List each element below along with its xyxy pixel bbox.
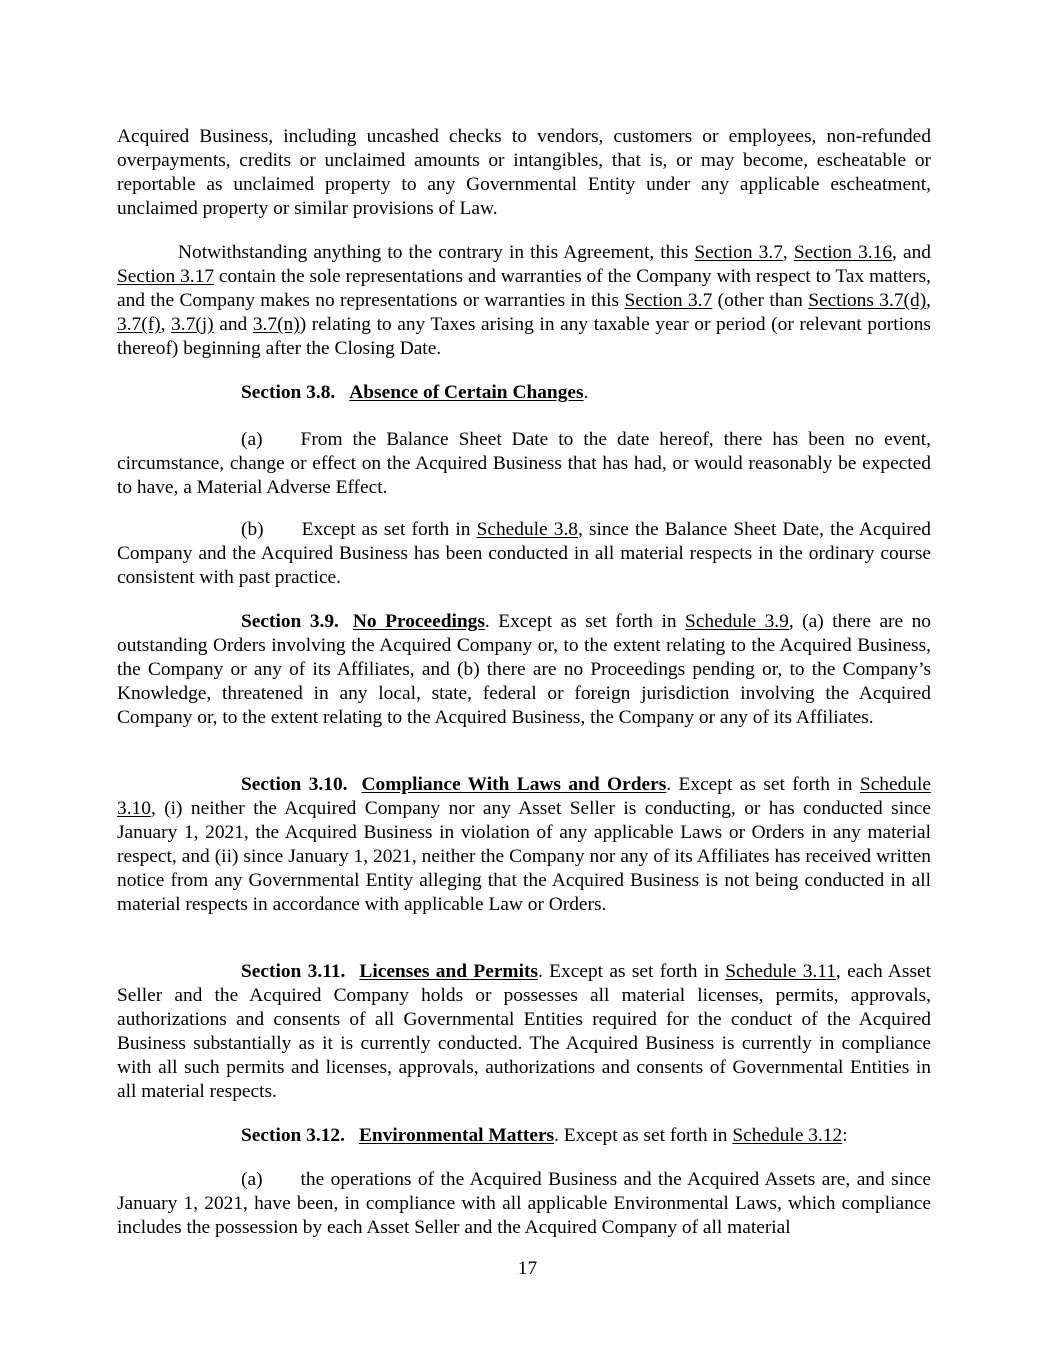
section-3-16-reference: Section 3.16 [793,242,893,263]
section-number: Section 3.12. [241,1125,345,1146]
schedule-3-9-reference: Schedule 3.9 [685,611,789,632]
paragraph-escheatment: Acquired Business, including uncashed checks to vendors, customers or employees, non-refunded overpayments, credits or unclaimed amounts or intangibles, that is, or may become, escheatable or reportable as unclaimed property to any Governmental Entity under any applicable escheatment, unclaimed property or similar provisions of Law. [117,126,931,219]
clause-label: (b) [241,519,264,540]
section-title: Absence of Certain Changes [349,382,584,403]
section-number: Section 3.10. [241,774,348,795]
section-title: No Proceedings [352,611,485,632]
section-number: Section 3.11. [241,961,346,982]
section-number: Section 3.9. [241,611,339,632]
section-3-9: Section 3.9. No Proceedings. Except as set forth in Schedule 3.9, (a) there are no outstanding Orders involving the Acquired Company or, to the extent relating to the Acquired Business, the Company or any of its Affiliates, and (b) there are no Proceedings pending or, to the Company’s Knowledge, threatened in any local, state, federal or foreign jurisdiction involving the Acquired Company or, to the extent relating to the Acquired Business, the Company or any of its Affiliates. [117,611,931,728]
section-3-7-reference: Section 3.7 [694,242,783,263]
section-3-8-heading: Section 3.8. Absence of Certain Changes. [241,382,589,403]
section-3-7-f-reference: 3.7(f) [117,314,161,335]
page-number: 17 [517,1258,538,1279]
schedule-3-10-reference: Schedule 3.10 [117,774,931,819]
schedule-3-11-reference: Schedule 3.11 [725,961,836,982]
section-title: Environmental Matters [358,1125,555,1146]
clause-label: (a) [241,1169,263,1190]
section-3-7-reference: Section 3.7 [624,290,713,311]
section-3-8-b: (b) Except as set forth in Schedule 3.8, since the Balance Sheet Date, the Acquired Company and the Acquired Business has been conducted in all material respects in the ordinary course consistent with past practice. [117,519,932,588]
section-3-12-a: (a) the operations of the Acquired Business and the Acquired Assets are, and since January 1, 2021, have been, in compliance with all applicable Environmental Laws, which compliance includes the possession by each Asset Seller and the Acquired Company of all material [117,1169,931,1238]
schedule-3-12-reference: Schedule 3.12 [732,1125,843,1146]
section-3-7-n-reference: 3.7(n) [252,314,300,335]
section-3-17-reference: Section 3.17 [117,266,215,287]
section-3-10: Section 3.10. Compliance With Laws and Orders. Except as set forth in Schedule 3.10, (i) neither the Acquired Company nor any Asset Seller is conducting, or has conducted since January 1, 2021, the Acquired Business in violation of any applicable Laws or Orders in any material respect, and (ii) since January 1, 2021, neither the Company nor any of its Affiliates has received written notice from any Governmental Entity alleging that the Acquired Business is not being conducted in all material respects in accordance with applicable Law or Orders. [117,774,931,915]
section-3-12-heading: Section 3.12. Environmental Matters. Except as set forth in Schedule 3.12: [241,1125,848,1146]
section-3-11: Section 3.11. Licenses and Permits. Except as set forth in Schedule 3.11, each Asset Seller and the Acquired Company holds or possesses all material licenses, permits, approvals, authorizations and consents of all Governmental Entities required for the conduct of the Acquired Business substantially as it is currently conducted. The Acquired Business is currently in compliance with all such permits and licenses, approvals, authorizations and consents of Governmental Entities in all material respects. [117,961,932,1102]
section-3-7-j-reference: 3.7(j) [171,314,214,335]
section-title: Licenses and Permits [359,961,538,982]
clause-label: (a) [241,429,263,450]
schedule-3-8-reference: Schedule 3.8 [476,519,579,540]
section-number: Section 3.8. [241,382,336,403]
sections-3-7-d-reference: Sections 3.7(d) [808,290,927,311]
section-title: Compliance With Laws and Orders [361,774,667,795]
paragraph-tax-matters: Notwithstanding anything to the contrary in this Agreement, this Section 3.7, Section 3.16, and Section 3.17 contain the sole representations and warranties of the Company with respect to Tax matters, and the Company makes no representations or warranties in this Section 3.7 (other than Sections 3.7(d), 3.7(f), 3.7(j) and 3.7(n)) relating to any Taxes arising in any taxable year or period (or relevant portions thereof) beginning after the Closing Date. [117,242,932,359]
section-3-8-a: (a) From the Balance Sheet Date to the date hereof, there has been no event, circumstance, change or effect on the Acquired Business that has had, or would reasonably be expected to have, a Material Adverse Effect. [117,429,931,498]
